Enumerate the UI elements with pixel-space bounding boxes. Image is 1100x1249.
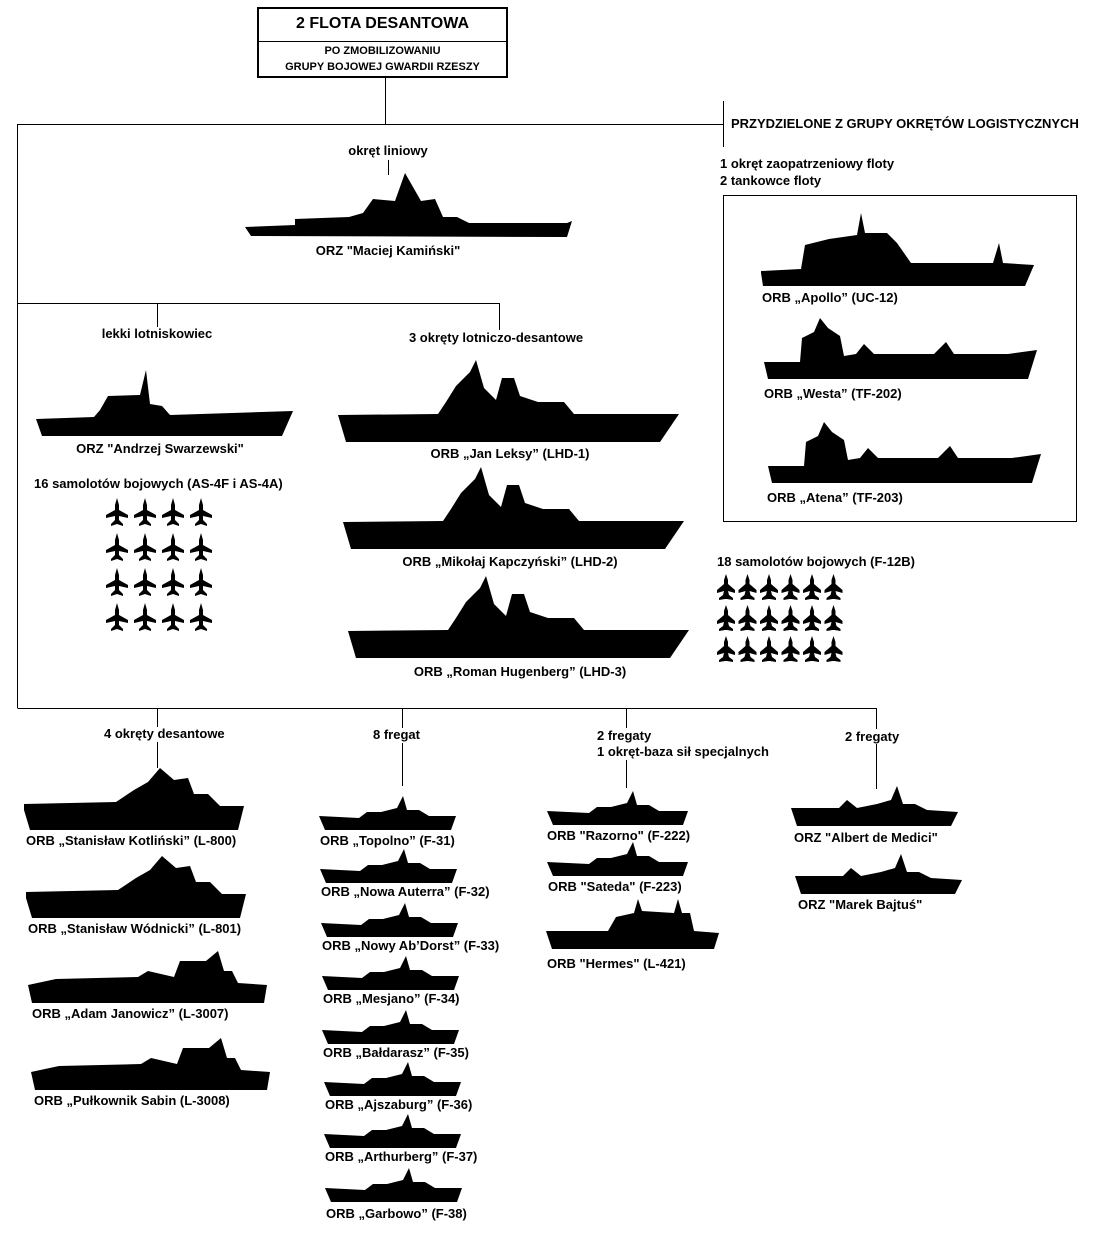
fighter-jet-icon [134,603,156,631]
logistics-ship-name-1: ORB „Apollo” (UC-12) [762,290,898,305]
frigates8-group-label: 8 fregat [373,727,420,742]
fighter-jet-icon [190,568,212,596]
frigate8-name-5: ORB „Bałdarasz” (F-35) [323,1045,469,1060]
landing-ship-name-1: ORB „Stanisław Kotliński” (L-800) [26,833,237,848]
lhd-silhouette-icon-3 [348,576,690,659]
frigates2-group-label: 2 fregaty [845,729,900,744]
fighter-jet-icon [739,605,757,631]
fighter-jet-icon [106,498,128,526]
frigate8-silhouette-icon-4 [322,956,460,992]
logistics-heading: PRZYDZIELONE Z GRUPY OKRĘTÓW LOGISTYCZNYCH [731,116,1079,131]
lhd-aircraft-label: 18 samolotów bojowych (F-12B) [717,554,915,569]
frigate8-name-8: ORB „Garbowo” (F-38) [326,1206,467,1221]
frigate8-name-4: ORB „Mesjano” (F-34) [323,991,460,1006]
frigate8-name-3: ORB „Nowy Ab’Dorst” (F-33) [322,938,500,953]
fighter-jet-icon [782,605,800,631]
f12b-aircraft-group [717,574,857,662]
fighter-jet-icon [803,636,821,662]
fighter-jet-icon [190,498,212,526]
fighter-jet-icon [134,498,156,526]
battleship-silhouette-icon [245,173,573,239]
landing-ship-name-2: ORB „Stanisław Wódnicki” (L-801) [28,921,242,936]
supply-ship-silhouette-icon [761,213,1035,287]
fighter-jet-icon [782,574,800,600]
fighter-jet-icon [162,533,184,561]
landing-ship-silhouette-icon-3 [28,945,268,1005]
fighter-jet-icon [825,636,843,662]
fighter-jet-icon [162,498,184,526]
lhd-name-1: ORB „Jan Leksy” (LHD-1) [430,446,590,461]
as4-aircraft-group [106,498,216,638]
special-frigate-silhouette-icon-2 [547,842,689,878]
landing-ship-name-3: ORB „Adam Janowicz” (L-3007) [32,1006,229,1021]
frigate8-silhouette-icon-5 [322,1010,460,1046]
fighter-jet-icon [825,574,843,600]
fighter-jet-icon [717,636,735,662]
special-ship-name-2: ORB "Sateda" (F-223) [548,879,682,894]
frigate2-name-1: ORZ "Albert de Medici" [794,830,938,845]
frigate8-silhouette-icon-7 [324,1114,462,1150]
frigate8-silhouette-icon-1 [319,796,457,832]
logistics-ship-name-3: ORB „Atena” (TF-203) [767,490,903,505]
fighter-jet-icon [190,603,212,631]
light-carrier-aircraft-label: 16 samolotów bojowych (AS-4F i AS-4A) [34,476,283,491]
landing-ship-silhouette-icon-4 [31,1032,271,1092]
fighter-jet-icon [760,636,778,662]
tanker-silhouette-icon-1 [764,318,1038,380]
tanker-silhouette-icon-2 [768,422,1042,484]
fighter-jet-icon [803,574,821,600]
special-ship-name-3: ORB "Hermes" (L-421) [547,956,686,971]
frigate2-name-2: ORZ "Marek Bajtuś" [798,897,923,912]
special-frigate-silhouette-icon-1 [547,791,689,827]
frigate2-silhouette-icon-2 [795,854,963,896]
fighter-jet-icon [782,636,800,662]
frigate8-silhouette-icon-6 [324,1062,462,1098]
fighter-jet-icon [803,605,821,631]
landing-ship-silhouette-icon-1 [24,768,244,832]
page-title: 2 FLOTA DESANTOWA [295,15,470,32]
lhd-silhouette-icon-2 [343,467,685,550]
lhd-name-3: ORB „Roman Hugenberg” (LHD-3) [413,664,627,679]
logistics-ship-name-2: ORB „Westa” (TF-202) [764,386,902,401]
landing-ship-silhouette-icon-2 [26,856,246,920]
landing-ships-group-label: 4 okręty desantowe [104,726,225,741]
frigate8-silhouette-icon-8 [325,1168,463,1204]
fighter-jet-icon [106,533,128,561]
special-ship-name-1: ORB "Razorno" (F-222) [547,828,691,843]
lhd-group-label: 3 okręty lotniczo-desantowe [408,330,584,345]
fighter-jet-icon [162,568,184,596]
fighter-jet-icon [162,603,184,631]
fighter-jet-icon [134,533,156,561]
fighter-jet-icon [739,574,757,600]
frigate8-name-2: ORB „Nowa Auterra” (F-32) [321,884,490,899]
special-base-ship-silhouette-icon [546,899,720,951]
fighter-jet-icon [717,605,735,631]
title-divider [259,41,506,42]
fighter-jet-icon [760,574,778,600]
landing-ship-name-4: ORB „Pułkownik Sabin (L-3008) [34,1093,230,1108]
frigate8-name-7: ORB „Arthurberg” (F-37) [325,1149,478,1164]
light-carrier-silhouette-icon [36,370,294,438]
logistics-line2: 2 tankowce floty [720,173,822,188]
frigate8-silhouette-icon-2 [320,849,458,885]
battleship-name: ORZ "Maciej Kamiński" [315,243,461,258]
lhd-silhouette-icon-1 [338,360,680,443]
fighter-jet-icon [190,533,212,561]
page-subtitle-line1: PO ZMOBILIZOWANIU [324,45,441,57]
special-group-label-2: 1 okręt-baza sił specjalnych [597,744,769,759]
lhd-name-2: ORB „Mikołaj Kapczyński” (LHD-2) [402,554,618,569]
title-box [257,7,508,78]
frigate8-name-6: ORB „Ajszaburg” (F-36) [325,1097,473,1112]
light-carrier-group-label: lekki lotniskowiec [101,326,213,341]
frigate2-silhouette-icon-1 [791,786,959,828]
fighter-jet-icon [106,603,128,631]
frigate8-name-1: ORB „Topolno” (F-31) [320,833,455,848]
fighter-jet-icon [760,605,778,631]
light-carrier-name: ORZ "Andrzej Swarzewski" [76,441,244,456]
fighter-jet-icon [825,605,843,631]
frigate8-silhouette-icon-3 [321,903,459,939]
fighter-jet-icon [739,636,757,662]
fighter-jet-icon [134,568,156,596]
special-group-label-1: 2 fregaty [597,728,652,743]
battleship-group-label: okręt liniowy [348,143,428,158]
page-subtitle-line2: GRUPY BOJOWEJ GWARDII RZESZY [285,61,480,73]
fighter-jet-icon [106,568,128,596]
fighter-jet-icon [717,574,735,600]
logistics-line1: 1 okręt zaopatrzeniowy floty [720,156,895,171]
